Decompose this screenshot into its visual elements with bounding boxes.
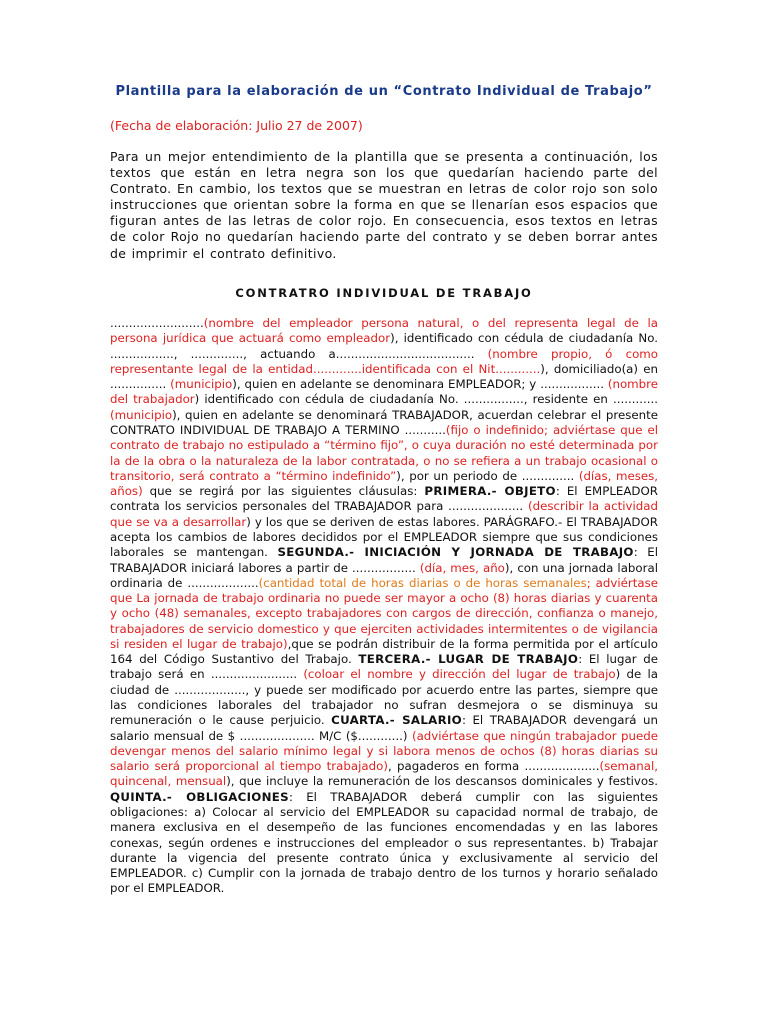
body-text: ) identificado con cédula de ciudadanía No. ................, residente en ............ — [194, 392, 658, 407]
contract-body — [110, 316, 658, 897]
body-text: : El TRABAJADOR iniciará labores a partir de ................. — [110, 545, 658, 575]
clause-title-quinta: QUINTA.- OBLIGACIONES — [110, 789, 289, 804]
document-title: Plantilla para la elaboración de un “Contrato Individual de Trabajo” — [115, 84, 653, 99]
body-text: : El TRABAJADOR devengará un salario mensual de $ .................... M/C ($............) — [110, 713, 658, 743]
body-text: ) de la ciudad de ..................., y puede ser modificado por acuerdo entre las partes, siempre que las condiciones laborales del trabajador no sufran desmejora o se disminuya su remuneración o le cause perjuicio. — [110, 667, 658, 728]
instruction-text: (coloar el nombre y dirección del lugar de trabajo — [303, 667, 616, 682]
instruction-text: ; adviértase que La jornada de trabajo ordinaria no puede ser mayor a ocho (8) horas diarias y cuarenta y ocho (48) semanales, excepto trabajadores con cargos de dirección, confianza o manejo, trabajadores de servicio domestico y que ejerciten actividades intermitentes o de vigilancia si residen el lugar de trabajo) — [110, 575, 658, 651]
body-text: ), con una jornada laboral ordinaria de ................... — [110, 560, 658, 590]
instruction-text: (describir la actividad que se va a desarrollar — [110, 499, 658, 529]
instruction-text: (días, meses, años) — [110, 468, 659, 499]
instruction-text: (nombre del empleador persona natural, o del representa legal de la persona jurídica que actuará como empleador — [110, 316, 658, 346]
instruction-text: (semanal, quincenal, mensual — [110, 759, 659, 789]
instruction-text: (nombre del trabajador — [110, 377, 659, 407]
body-text: que se regirá por las siguientes cláusulas: — [142, 484, 425, 499]
instruction-text: (día, mes, año — [419, 560, 505, 575]
instruction-text: (fijo o indefinido; adviértase que el contrato de trabajo no estipulado a “término fijo”, o cuya duración no esté determinada por la de la obra o la naturaleza de la labor contratada, o no se refiera a un trabajo ocasional o transitorio, será contrato a “término indefinido” — [110, 422, 658, 483]
body-text: ), por un periodo de .............. — [396, 468, 579, 483]
clause-title-primera: PRIMERA.- OBJETO — [424, 484, 556, 499]
body-text: : El TRABAJADOR deberá cumplir con las siguientes obligaciones: a) Colocar al servicio del EMPLEADOR su capacidad normal de trabajo, de manera exclusiva en el desempeño de las funciones encomendadas y en las labores conexas, según ordenes e instrucciones del empleador o sus representantes. b) Trabajar durante la vigencia del presente contrato única y exclusivamente al servicio del EMPLEADOR. c) Cumplir con la jornada de trabajo dentro de los turnos y horario señalado por el EMPLEADOR. — [110, 789, 658, 896]
body-text: ......................... — [110, 316, 204, 330]
clause-title-tercera: TERCERA.- LUGAR DE TRABAJO — [358, 652, 579, 667]
instruction-text: (nombre propio, ó como representante legal de la entidad.............identificada con el Nit............ — [110, 346, 658, 376]
body-text: , pagaderos en forma .................... — [387, 759, 600, 774]
instruction-text: (municipio — [110, 407, 173, 422]
body-text: ,que se podrán distribuir de la forma permitida por el artículo 164 del Código Sustantivo del Trabajo. — [110, 636, 658, 667]
body-text: ), quien en adelante se denominara EMPLEADOR; y ................. — [232, 377, 608, 392]
body-text: ), domiciliado(a) en ............... — [110, 361, 658, 392]
elaboration-date: (Fecha de elaboración: Julio 27 de 2007) — [110, 118, 363, 133]
body-text: : El EMPLEADOR contrata los servicios personales del TRABAJADOR para .................... — [110, 484, 658, 514]
body-text: ) y los que se deriven de estas labores. PARÁGRAFO.- El TRABAJADOR acepta los cambios de labores decididos por el EMPLEADOR siempre que sus condiciones laborales se mantengan. — [110, 514, 658, 560]
body-text: : El lugar de trabajo será en ....................... — [110, 652, 658, 682]
instruction-text: (adviértase que ningún trabajador puede devengar menos del salario mínimo legal y si labora menos de ochos (8) horas diarias su salario será proporcional al tiempo trabajado) — [110, 728, 658, 774]
body-text: ), identificado con cédula de ciudadanía No. ................., .............., actuando a..................................... — [110, 331, 658, 361]
body-text: ), que incluye la remuneración de los descansos dominicales y festivos. — [226, 774, 658, 789]
intro-paragraph: Para un mejor entendimiento de la plantilla que se presenta a continuación, los textos que están en letra negra son los que quedarían haciendo parte del Contrato. En cambio, los textos que se muestran en letras de color rojo son solo instrucciones que orientan sobre la forma en que se llenarían esos espacios que figuran antes de las letras de color rojo. En consecuencia, esos textos en letras de color Rojo no quedarían haciendo parte del contrato y se deben borrar antes de imprimir el contrato definitivo. — [110, 149, 658, 261]
body-text: ), quien en adelante se denominará TRABAJADOR, acuerdan celebrar el presente CONTRATO INDIVIDUAL DE TRABAJO A TERMINO ........... — [110, 407, 658, 437]
instruction-text: (municipio — [170, 377, 233, 392]
instruction-text-orange: (cantidad total de horas diarias o de horas semanales — [258, 575, 587, 590]
clause-title-cuarta: CUARTA.- SALARIO — [331, 713, 462, 728]
contract-heading: CONTRATRO INDIVIDUAL DE TRABAJO — [235, 286, 533, 300]
clause-title-segunda: SEGUNDA.- INICIACIÓN Y JORNADA DE TRABAJO — [277, 545, 634, 560]
